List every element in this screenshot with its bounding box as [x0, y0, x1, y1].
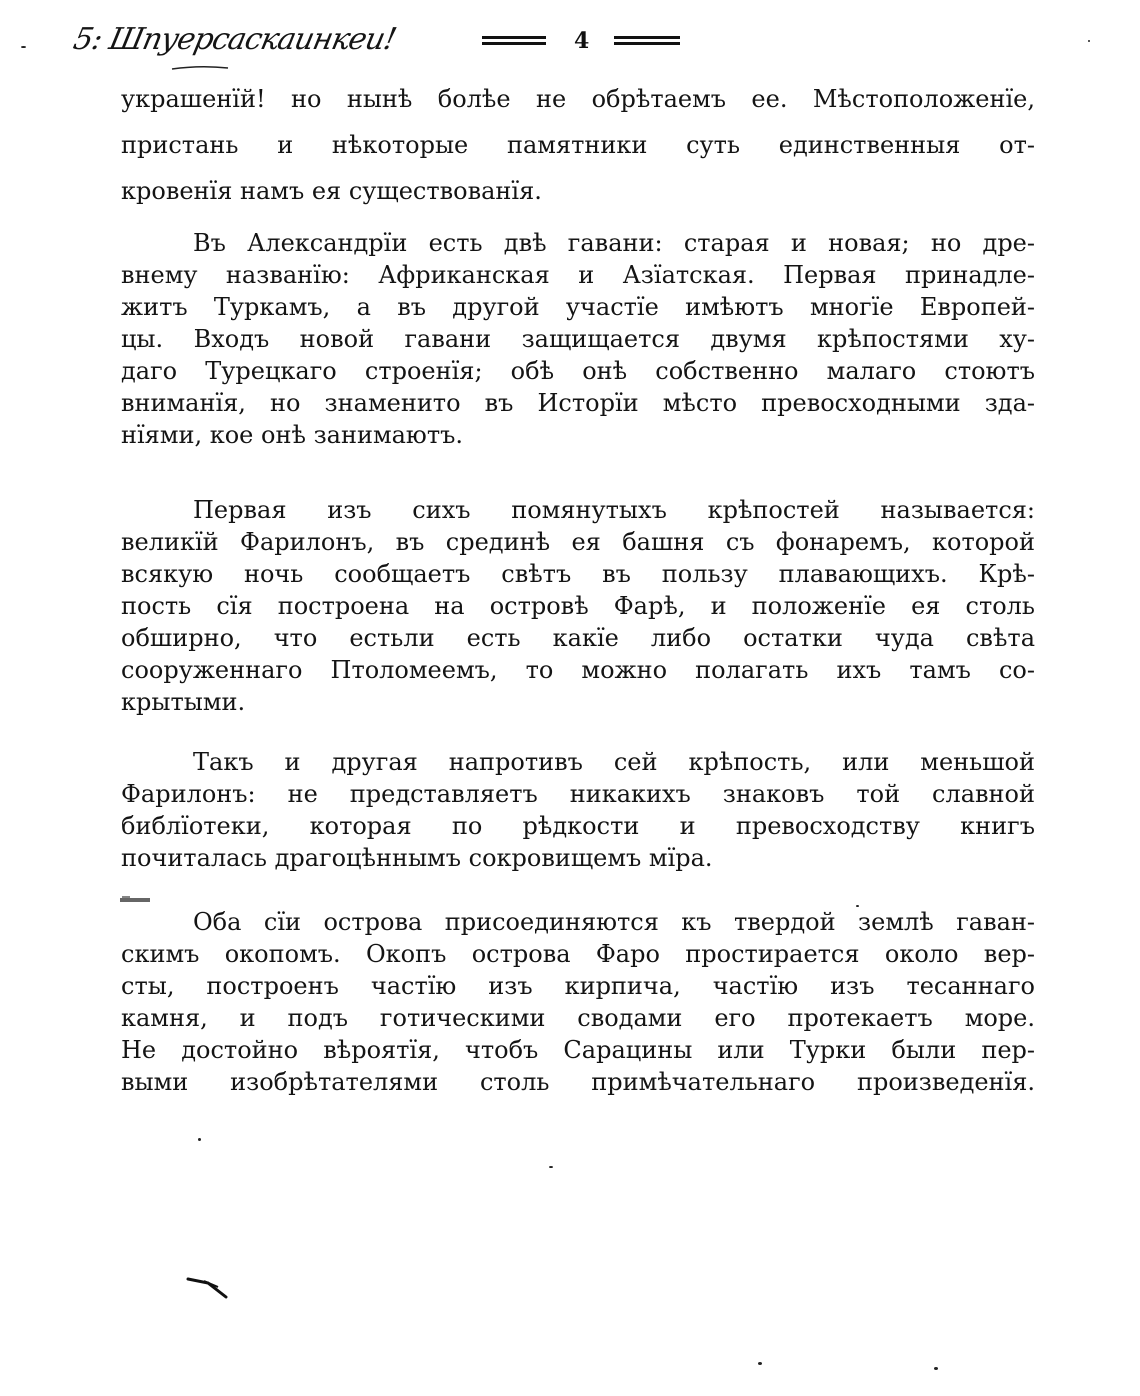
text-line: украшенїй! но нынѣ болѣе не обрѣтаемъ ее. Мѣстоположенїе,	[121, 85, 1035, 113]
text-line: цы. Входъ новой гавани защищается двумя крѣпостями ху-	[121, 325, 1035, 353]
text-line: обширно, что естьли есть какїе либо остатки чуда свѣта	[121, 624, 1035, 652]
ink-speck	[934, 1367, 938, 1370]
paragraph-2	[121, 227, 1035, 451]
text-line: Фарилонъ: не представляетъ никакихъ знаковъ той славной	[121, 780, 1035, 808]
page-number: 4	[574, 28, 590, 54]
header-rule-left	[482, 36, 546, 48]
text-line: вниманїя, но знаменито въ Исторїи мѣсто превосходными зда-	[121, 389, 1035, 417]
text-line: Первая изъ сихъ помянутыхъ крѣпостей называется:	[193, 496, 1035, 524]
text-line: пость сїя построена на островѣ Фарѣ, и положенїе ея столь	[121, 592, 1035, 620]
paragraph-4	[121, 746, 1035, 874]
text-line: кровенїя намъ ея существованїя.	[121, 177, 542, 205]
text-line: Оба сїи острова присоединяются къ твердой землѣ гаван-	[193, 908, 1035, 936]
text-line: нїями, кое онѣ занимаютъ.	[121, 421, 463, 449]
text-line: камня, и подъ готическими сводами его протекаетъ море.	[121, 1004, 1035, 1032]
handwritten-annotation: 5: Шпуерсаскаинкеи!	[70, 22, 399, 57]
text-line: Такъ и другая напротивъ сей крѣпость, или меньшой	[193, 748, 1035, 776]
ink-speck	[856, 905, 859, 907]
text-line: почиталась драгоцѣннымъ сокровищемъ мїра.	[121, 844, 713, 872]
paragraph-3	[121, 494, 1035, 718]
ink-speck	[758, 1362, 762, 1365]
header-rule-right	[614, 36, 680, 48]
ink-speck	[21, 46, 26, 48]
paragraph-5	[121, 906, 1035, 1098]
text-line: внему названїю: Африканская и Азїатская. Первая принадле-	[121, 261, 1035, 289]
text-line: житъ Туркамъ, а въ другой участїе имѣютъ многїе Европей-	[121, 293, 1035, 321]
ink-speck	[549, 1166, 553, 1168]
text-line: великїй Фарилонъ, въ срединѣ ея башня съ фонаремъ, которой	[121, 528, 1035, 556]
ink-scratch-mark	[186, 1275, 236, 1301]
text-line: крытыми.	[121, 688, 246, 716]
text-line: всякую ночь сообщаетъ свѣтъ въ пользу плавающихъ. Крѣ-	[121, 560, 1035, 588]
text-line: скимъ окопомъ. Окопъ острова Фаро простирается около вер-	[121, 940, 1035, 968]
text-line: библїотеки, которая по рѣдкости и превосходству книгъ	[121, 812, 1035, 840]
ink-smudge-mark	[119, 893, 153, 905]
page-header	[0, 12, 1140, 72]
paragraph-1	[121, 76, 1035, 214]
text-line: выми изобрѣтателями столь примѣчательнаго произведенїя.	[121, 1068, 1035, 1096]
text-line: сооруженнаго Птоломеемъ, то можно полагать ихъ тамъ со-	[121, 656, 1035, 684]
ink-speck	[198, 1138, 201, 1141]
ink-speck	[1088, 40, 1090, 42]
text-line: Не достойно вѣроятїя, чтобъ Сарацины или Турки были пер-	[121, 1036, 1035, 1064]
annotation-underline-stroke	[170, 64, 230, 72]
text-line: даго Турецкаго строенїя; обѣ онѣ собственно малаго стоютъ	[121, 357, 1035, 385]
text-line: пристань и нѣкоторые памятники суть единственныя от-	[121, 131, 1035, 159]
text-line: сты, построенъ частїю изъ кирпича, частїю изъ тесаннаго	[121, 972, 1035, 1000]
text-line: Въ Александрїи есть двѣ гавани: старая и новая; но дре-	[193, 229, 1035, 257]
